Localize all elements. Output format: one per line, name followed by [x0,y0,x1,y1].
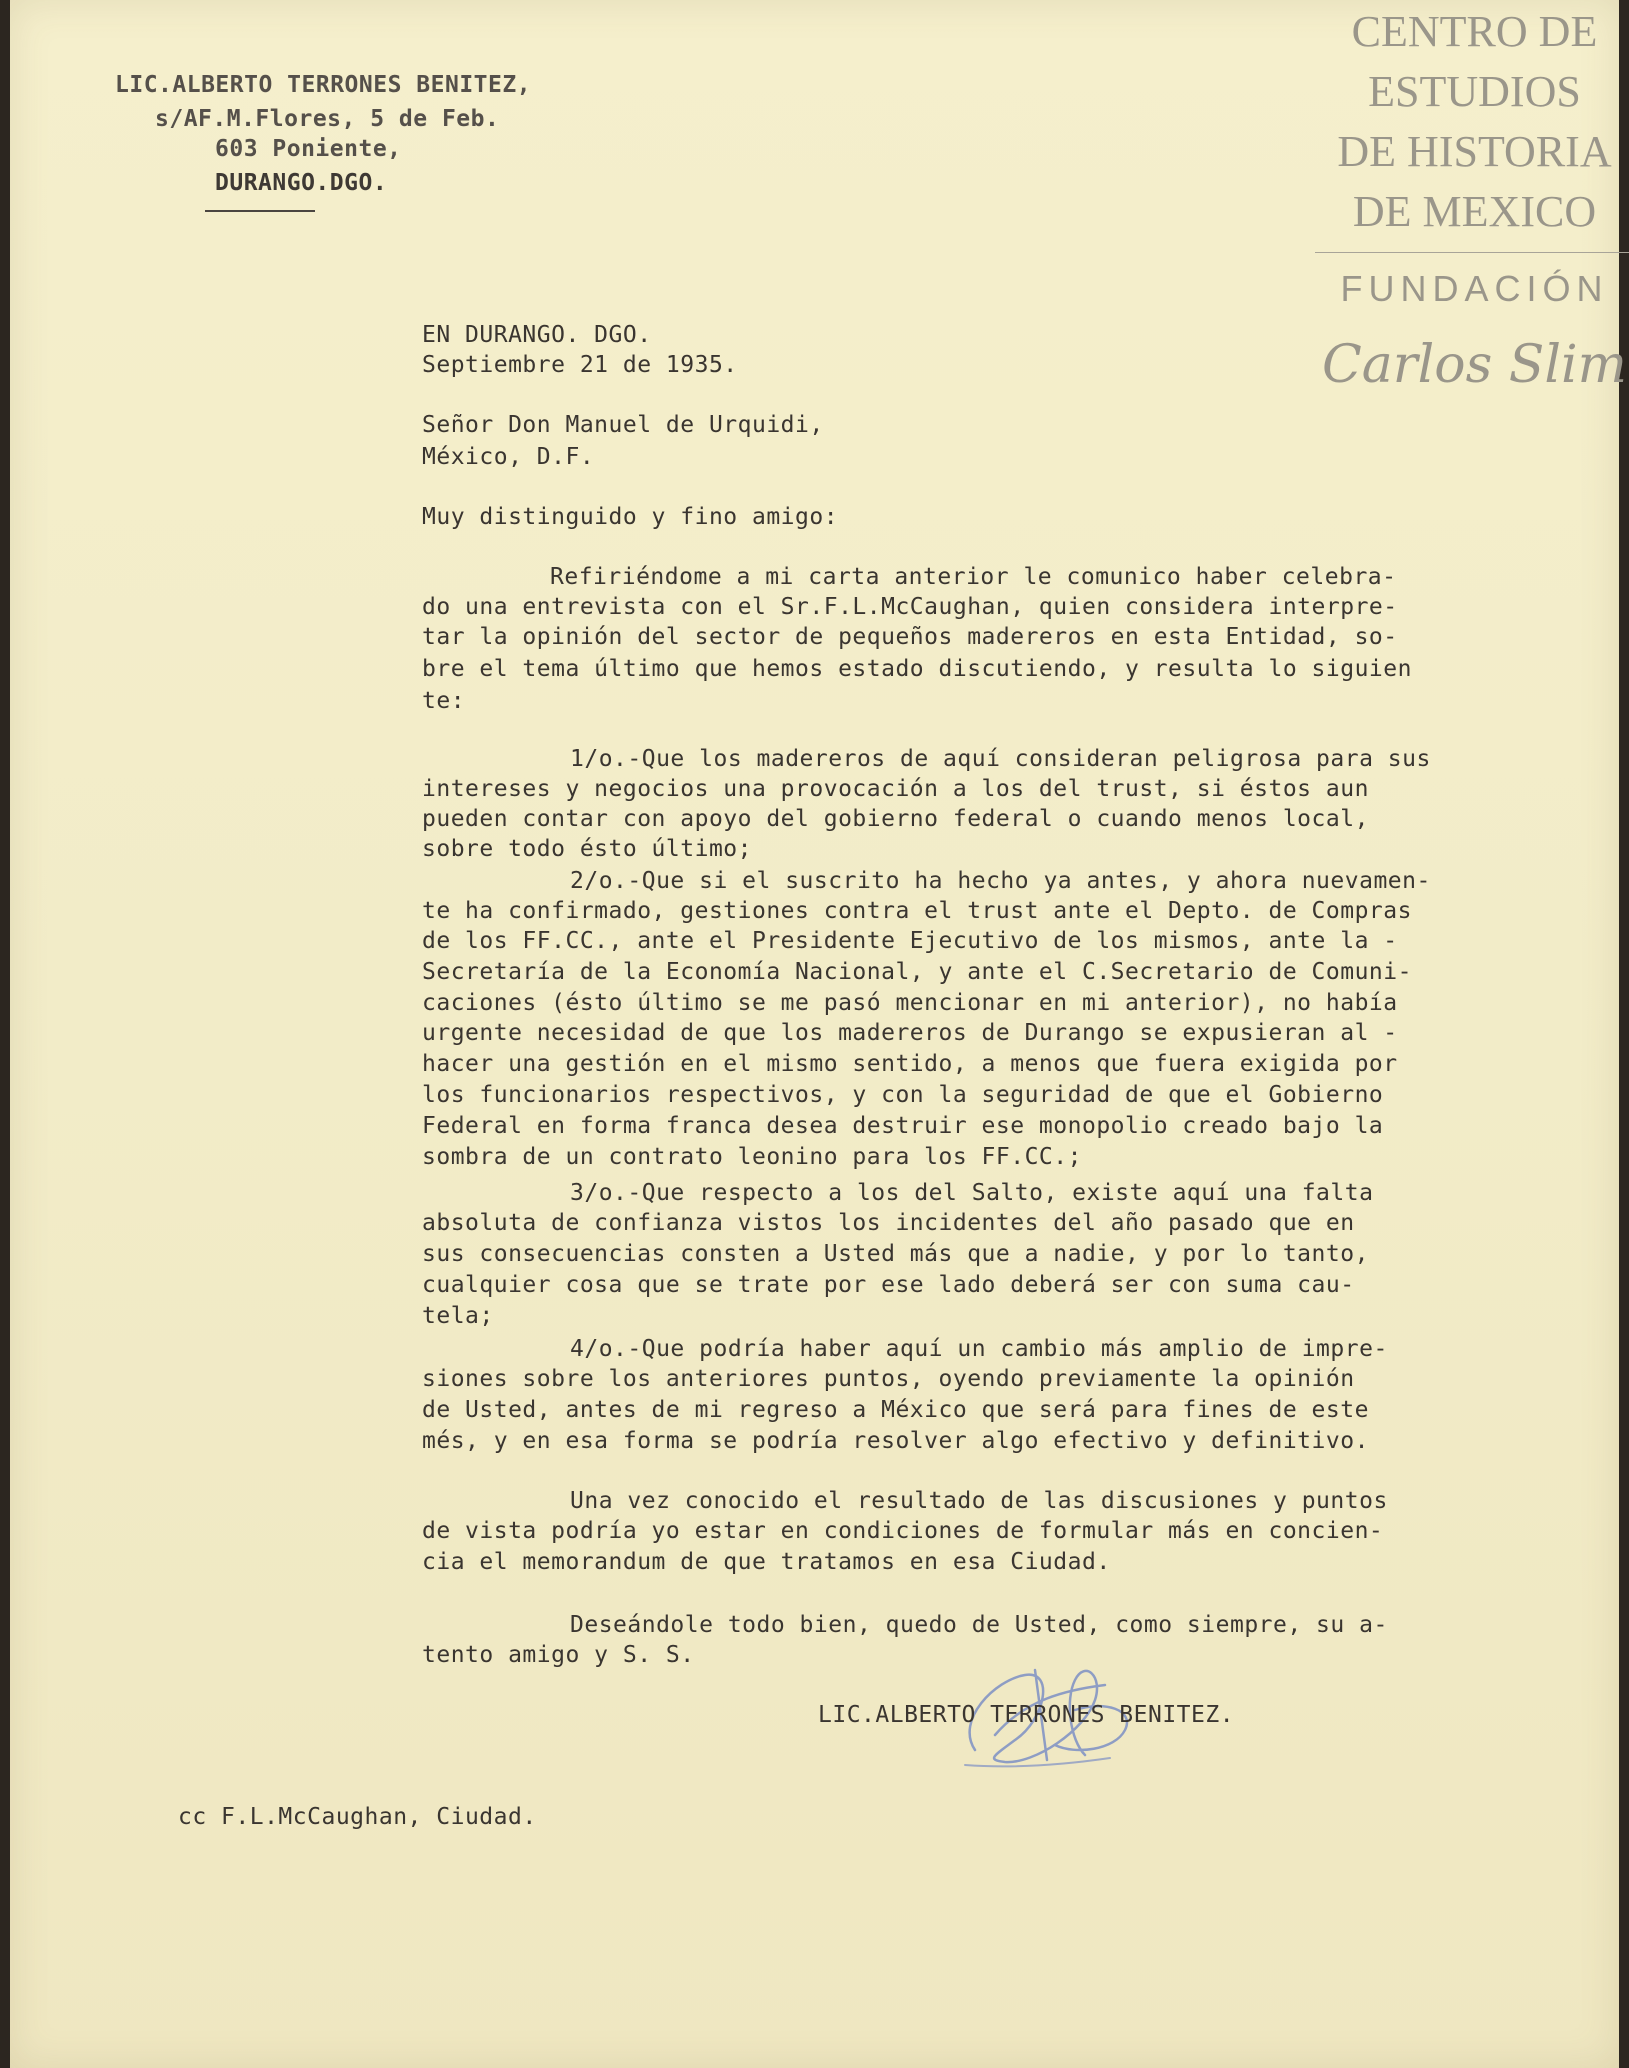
body-line: Federal en forma franca desea destruir ese monopolio creado bajo la [422,1113,1384,1139]
watermark-divider [1315,252,1629,253]
recipient-line: México, D.F. [422,444,595,470]
watermark-centro-text [1310,2,1629,242]
body-line: 4/o.-Que podría haber aquí un cambio más amplio de impre- [570,1336,1388,1362]
body-line: més, y en esa forma se podría resolver algo efectivo y definitivo. [422,1428,1369,1454]
body-line: sus consecuencias consten a Usted más que a nadie, y por lo tanto, [422,1241,1369,1267]
body-line: 3/o.-Que respecto a los del Salto, existe aquí una falta [570,1180,1374,1206]
watermark-line: CENTRO DE [1351,7,1598,56]
body-line: hacer una gestión en el mismo sentido, a menos que fuera exigida por [422,1051,1398,1077]
body-line: bre el tema último que hemos estado discutiendo, y resulta lo siguien [422,656,1412,682]
letterhead [115,72,532,228]
body-line: Secretaría de la Economía Nacional, y ante el C.Secretario de Comuni- [422,959,1412,985]
closing-paragraph [422,1488,1388,1618]
body-line: te: [422,688,466,714]
recipient-line: Señor Don Manuel de Urquidi, [422,412,824,438]
watermark-line: ESTUDIOS [1368,67,1581,116]
recipient-block [422,412,824,516]
body-line: tento amigo y S. S. [422,1642,695,1668]
signature-name: LIC.ALBERTO TERRONES BENITEZ. [818,1702,1235,1728]
watermark-carlos-slim: Carlos Slim [1322,335,1627,395]
body-line: absoluta de confianza vistos los incidentes del año pasado que en [422,1210,1355,1236]
body-line: 2/o.-Que si el suscrito ha hecho ya antes, y ahora nuevamen- [570,868,1431,894]
point-4-paragraph [422,1336,1388,1492]
letterhead-line: LIC.ALBERTO TERRONES BENITEZ, [115,72,532,98]
salutation: Muy distinguido y fino amigo: [422,504,839,530]
date-line: EN DURANGO. DGO. [422,322,652,348]
body-line: pueden contar con apoyo del gobierno federal o cuando menos local, [422,806,1369,832]
body-line: do una entrevista con el Sr.F.L.McCaughan, quien considera interpre- [422,594,1398,620]
intro-paragraph [422,564,1412,746]
letterhead-line: 603 Poniente, [215,136,402,162]
letterhead-underline [205,210,315,212]
body-line: urgente necesidad de que los madereros de Durango se expusieran al - [422,1020,1398,1046]
body-line: de Usted, antes de mi regreso a México que será para fines de este [422,1397,1369,1423]
body-line: te ha confirmado, gestiones contra el trust ante el Depto. de Compras [422,898,1412,924]
cc-line: cc F.L.McCaughan, Ciudad. [178,1804,537,1830]
body-line: tar la opinión del sector de pequeños madereros en esta Entidad, so- [422,624,1398,650]
letterhead-line: s/AF.M.Flores, 5 de Feb. [155,106,500,132]
body-line: tela; [422,1303,494,1329]
body-line: 1/o.-Que los madereros de aquí consideran peligrosa para sus [570,746,1431,772]
body-line: de vista podría yo estar en condiciones de formular más en concien- [422,1518,1384,1544]
body-line: siones sobre los anteriores puntos, oyendo previamente la opinión [422,1366,1355,1392]
body-line: sobre todo ésto último; [422,836,752,862]
body-line: caciones (ésto último se me pasó mencionar en mi anterior), no había [422,990,1398,1016]
watermark-fundacion: FUNDACIÓN [1340,268,1609,309]
body-line: Una vez conocido el resultado de las discusiones y puntos [570,1488,1388,1514]
body-line: cia el memorandum de que tratamos en esa Ciudad. [422,1549,1111,1575]
letterhead-line: DURANGO.DGO. [215,170,388,196]
body-line: Deseándole todo bien, quedo de Usted, como siempre, su a- [570,1612,1388,1638]
date-block [422,322,738,426]
body-line: cualquier cosa que se trate por ese lado deberá ser con suma cau- [422,1272,1355,1298]
body-line: intereses y negocios una provocación a los del trust, si éstos aun [422,776,1369,802]
body-line: Refiriéndome a mi carta anterior le comunico haber celebra- [550,564,1397,590]
point-2-paragraph [422,868,1431,1180]
body-line: sombra de un contrato leonino para los FF.CC.; [422,1144,1082,1170]
letter-page [10,0,1627,2068]
watermark-line: DE MEXICO [1352,187,1597,236]
date-line: Septiembre 21 de 1935. [422,352,738,378]
body-line: los funcionarios respectivos, y con la seguridad de que el Gobierno [422,1082,1384,1108]
watermark-line: DE HISTORIA [1337,127,1612,176]
body-line: de los FF.CC., ante el Presidente Ejecutivo de los mismos, ante la - [422,928,1398,954]
